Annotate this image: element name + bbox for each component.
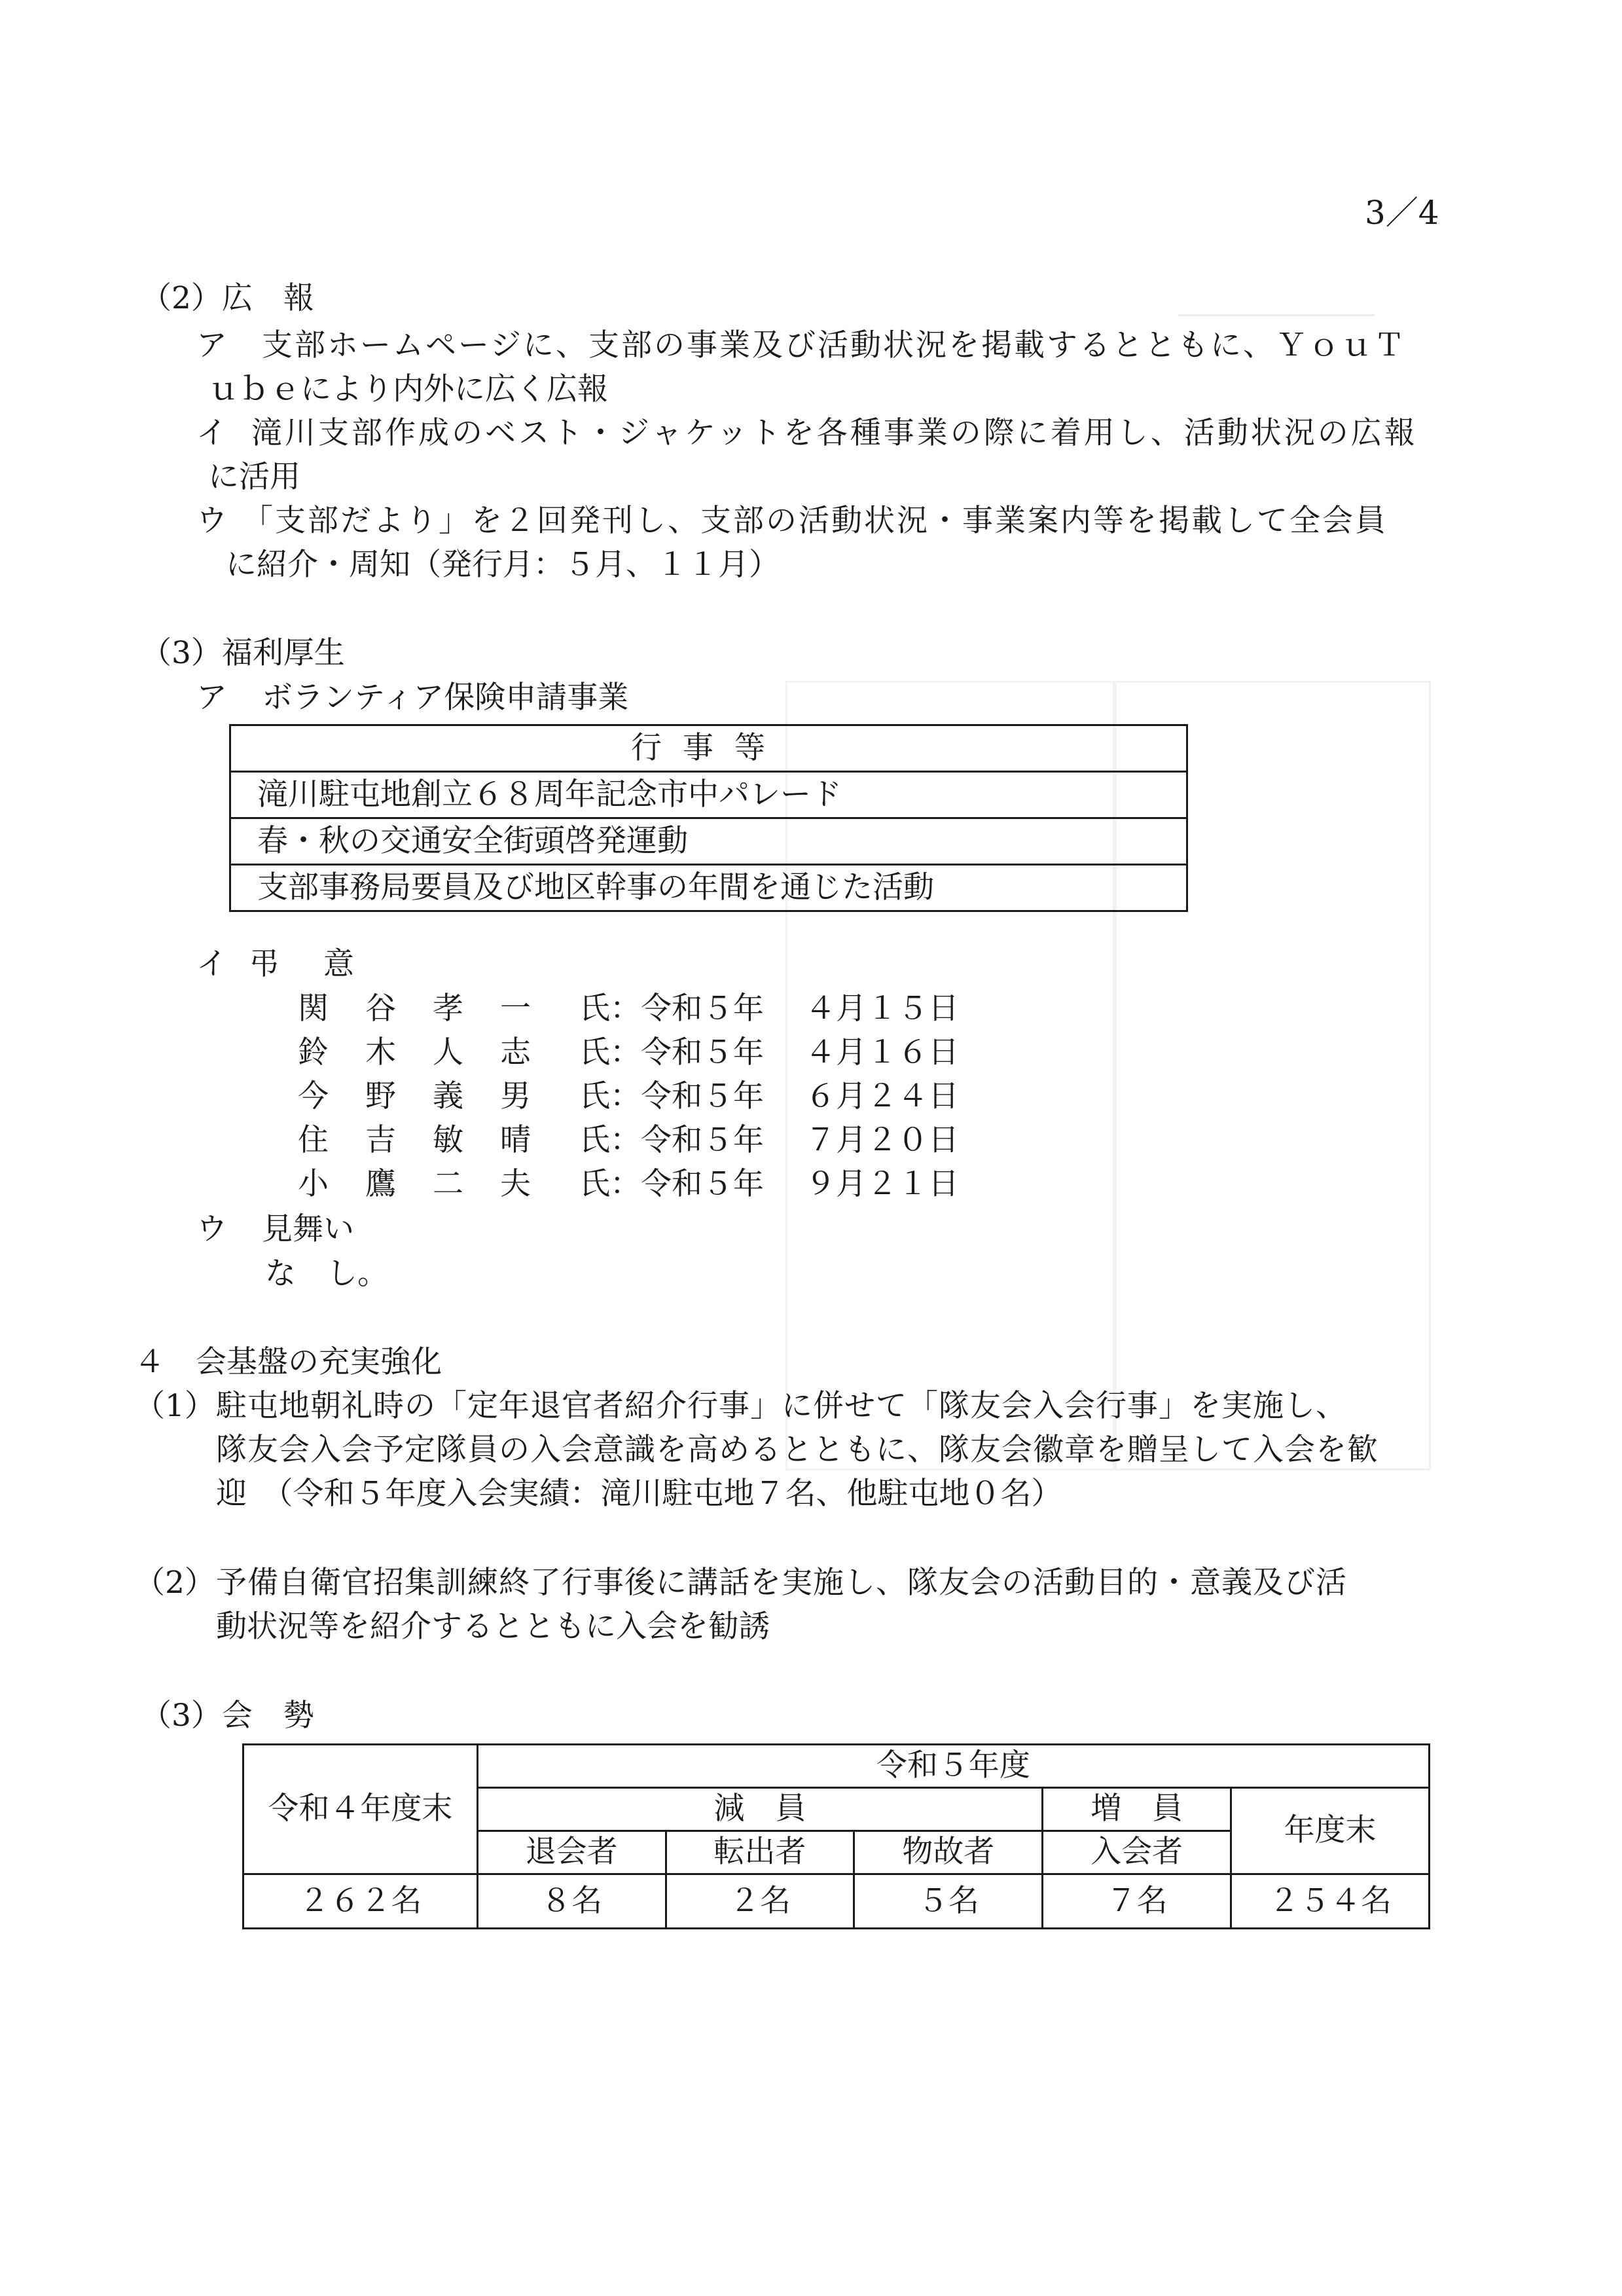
- item-3i-marker: イ: [196, 946, 227, 982]
- condolence-suffix: 氏：令和５年: [579, 1034, 764, 1070]
- table-row: [230, 865, 1187, 911]
- item-2a-text-2: ｕｂｅにより内外に広く広報: [208, 371, 608, 407]
- condolence-date: ７月２０日: [805, 1122, 959, 1158]
- item-2a-marker: ア: [196, 327, 227, 363]
- condolence-date: ９月２１日: [805, 1166, 959, 1202]
- table-header-row: [230, 725, 1187, 772]
- item-2i-marker: イ: [196, 415, 227, 451]
- value-prev-year: ２６２名: [243, 1874, 478, 1929]
- item-2a-text-1: 支部ホームページに、支部の事業及び活動状況を掲載するとともに、ＹｏｕＴ: [262, 327, 1407, 363]
- condolence-name: 関谷孝一: [298, 991, 568, 1027]
- item-4-2-line-1: 予備自衛官招集訓練終了行事後に講話を実施し、隊友会の活動目的・意義及び活: [216, 1565, 1347, 1601]
- item-4-3-heading: （3）会 勢: [141, 1698, 314, 1734]
- condolence-name: 小鷹二夫: [298, 1166, 568, 1202]
- item-3u-title: 見舞い: [262, 1211, 354, 1247]
- col-transferred: 転出者: [666, 1831, 854, 1874]
- item-2u-text-2: に紹介・周知（発行月：５月、１１月）: [226, 547, 780, 583]
- item-3u-marker: ウ: [196, 1211, 227, 1247]
- item-4-1-line-3: 迎 （令和５年度入会実績：滝川駐屯地７名、他駐屯地０名）: [216, 1476, 1062, 1512]
- col-joined: 入会者: [1043, 1831, 1231, 1874]
- item-2u-text-1: 「支部だより」を２回発刊し、支部の活動状況・事業案内等を掲載して全会員: [242, 503, 1388, 539]
- item-3a-marker: ア: [196, 680, 227, 716]
- decrease-header: 減 員: [477, 1788, 1042, 1831]
- table-row: [243, 1874, 1430, 1929]
- table-row: [230, 772, 1187, 818]
- condolence-suffix: 氏：令和５年: [579, 1122, 764, 1158]
- condolence-date: ４月１６日: [805, 1034, 959, 1070]
- condolence-name: 住吉敏晴: [298, 1122, 568, 1158]
- volunteer-events-table: [229, 724, 1188, 912]
- condolence-name: 鈴木人志: [298, 1034, 568, 1070]
- page-number: 3／4: [1365, 194, 1439, 232]
- condolence-date: ６月２４日: [805, 1078, 959, 1114]
- item-2u-marker: ウ: [196, 503, 227, 539]
- event-cell: 春・秋の交通安全街頭啓発運動: [230, 818, 1187, 865]
- event-cell: 滝川駐屯地創立６８周年記念市中パレード: [230, 772, 1187, 818]
- value-joined: ７名: [1043, 1874, 1231, 1929]
- section-4-heading: ４ 会基盤の充実強化: [134, 1344, 442, 1380]
- year-header: 令和５年度: [477, 1745, 1429, 1788]
- item-2i-text-2: に活用: [208, 459, 300, 495]
- item-4-2-marker: （2）: [134, 1565, 215, 1601]
- event-cell: 支部事務局要員及び地区幹事の年間を通じた活動: [230, 865, 1187, 911]
- table-row: [230, 818, 1187, 865]
- events-header: 行事等: [230, 725, 1187, 772]
- value-transferred: ２名: [666, 1874, 854, 1929]
- condolence-name: 今野義男: [298, 1078, 568, 1114]
- item-4-2-line-2: 動状況等を紹介するとともに入会を勧誘: [216, 1609, 770, 1645]
- item-4-1-marker: （1）: [134, 1388, 215, 1424]
- condolence-suffix: 氏：令和５年: [579, 1166, 764, 1202]
- value-year-end: ２５４名: [1231, 1874, 1430, 1929]
- condolence-suffix: 氏：令和５年: [579, 1078, 764, 1114]
- col-deceased: 物故者: [854, 1831, 1043, 1874]
- item-2i-text-1: 滝川支部作成のベスト・ジャケットを各種事業の際に着用し、活動状況の広報: [251, 415, 1418, 451]
- item-3a-title: ボランティア保険申請事業: [262, 680, 629, 716]
- item-3u-content: な し。: [265, 1256, 388, 1292]
- section-2-heading: （2）広 報: [141, 280, 314, 316]
- prev-year-header: 令和４年度末: [243, 1745, 478, 1874]
- year-end-header: 年度末: [1231, 1788, 1430, 1874]
- increase-header: 増 員: [1043, 1788, 1231, 1831]
- condolence-date: ４月１５日: [805, 991, 959, 1027]
- item-4-1-line-2: 隊友会入会予定隊員の入会意識を高めるとともに、隊友会徽章を贈呈して入会を歓: [216, 1432, 1379, 1468]
- value-withdrawn: ８名: [477, 1874, 666, 1929]
- item-4-1-line-1: 駐屯地朝礼時の「定年退官者紹介行事」に併せて「隊友会入会行事」を実施し、: [216, 1388, 1347, 1424]
- col-withdrawn: 退会者: [477, 1831, 666, 1874]
- value-deceased: ５名: [854, 1874, 1043, 1929]
- table-row: [243, 1745, 1430, 1788]
- section-3-heading: （3）福利厚生: [141, 635, 345, 671]
- membership-table: [242, 1743, 1430, 1929]
- condolence-suffix: 氏：令和５年: [579, 991, 764, 1027]
- item-3i-title: 弔 意: [249, 946, 361, 982]
